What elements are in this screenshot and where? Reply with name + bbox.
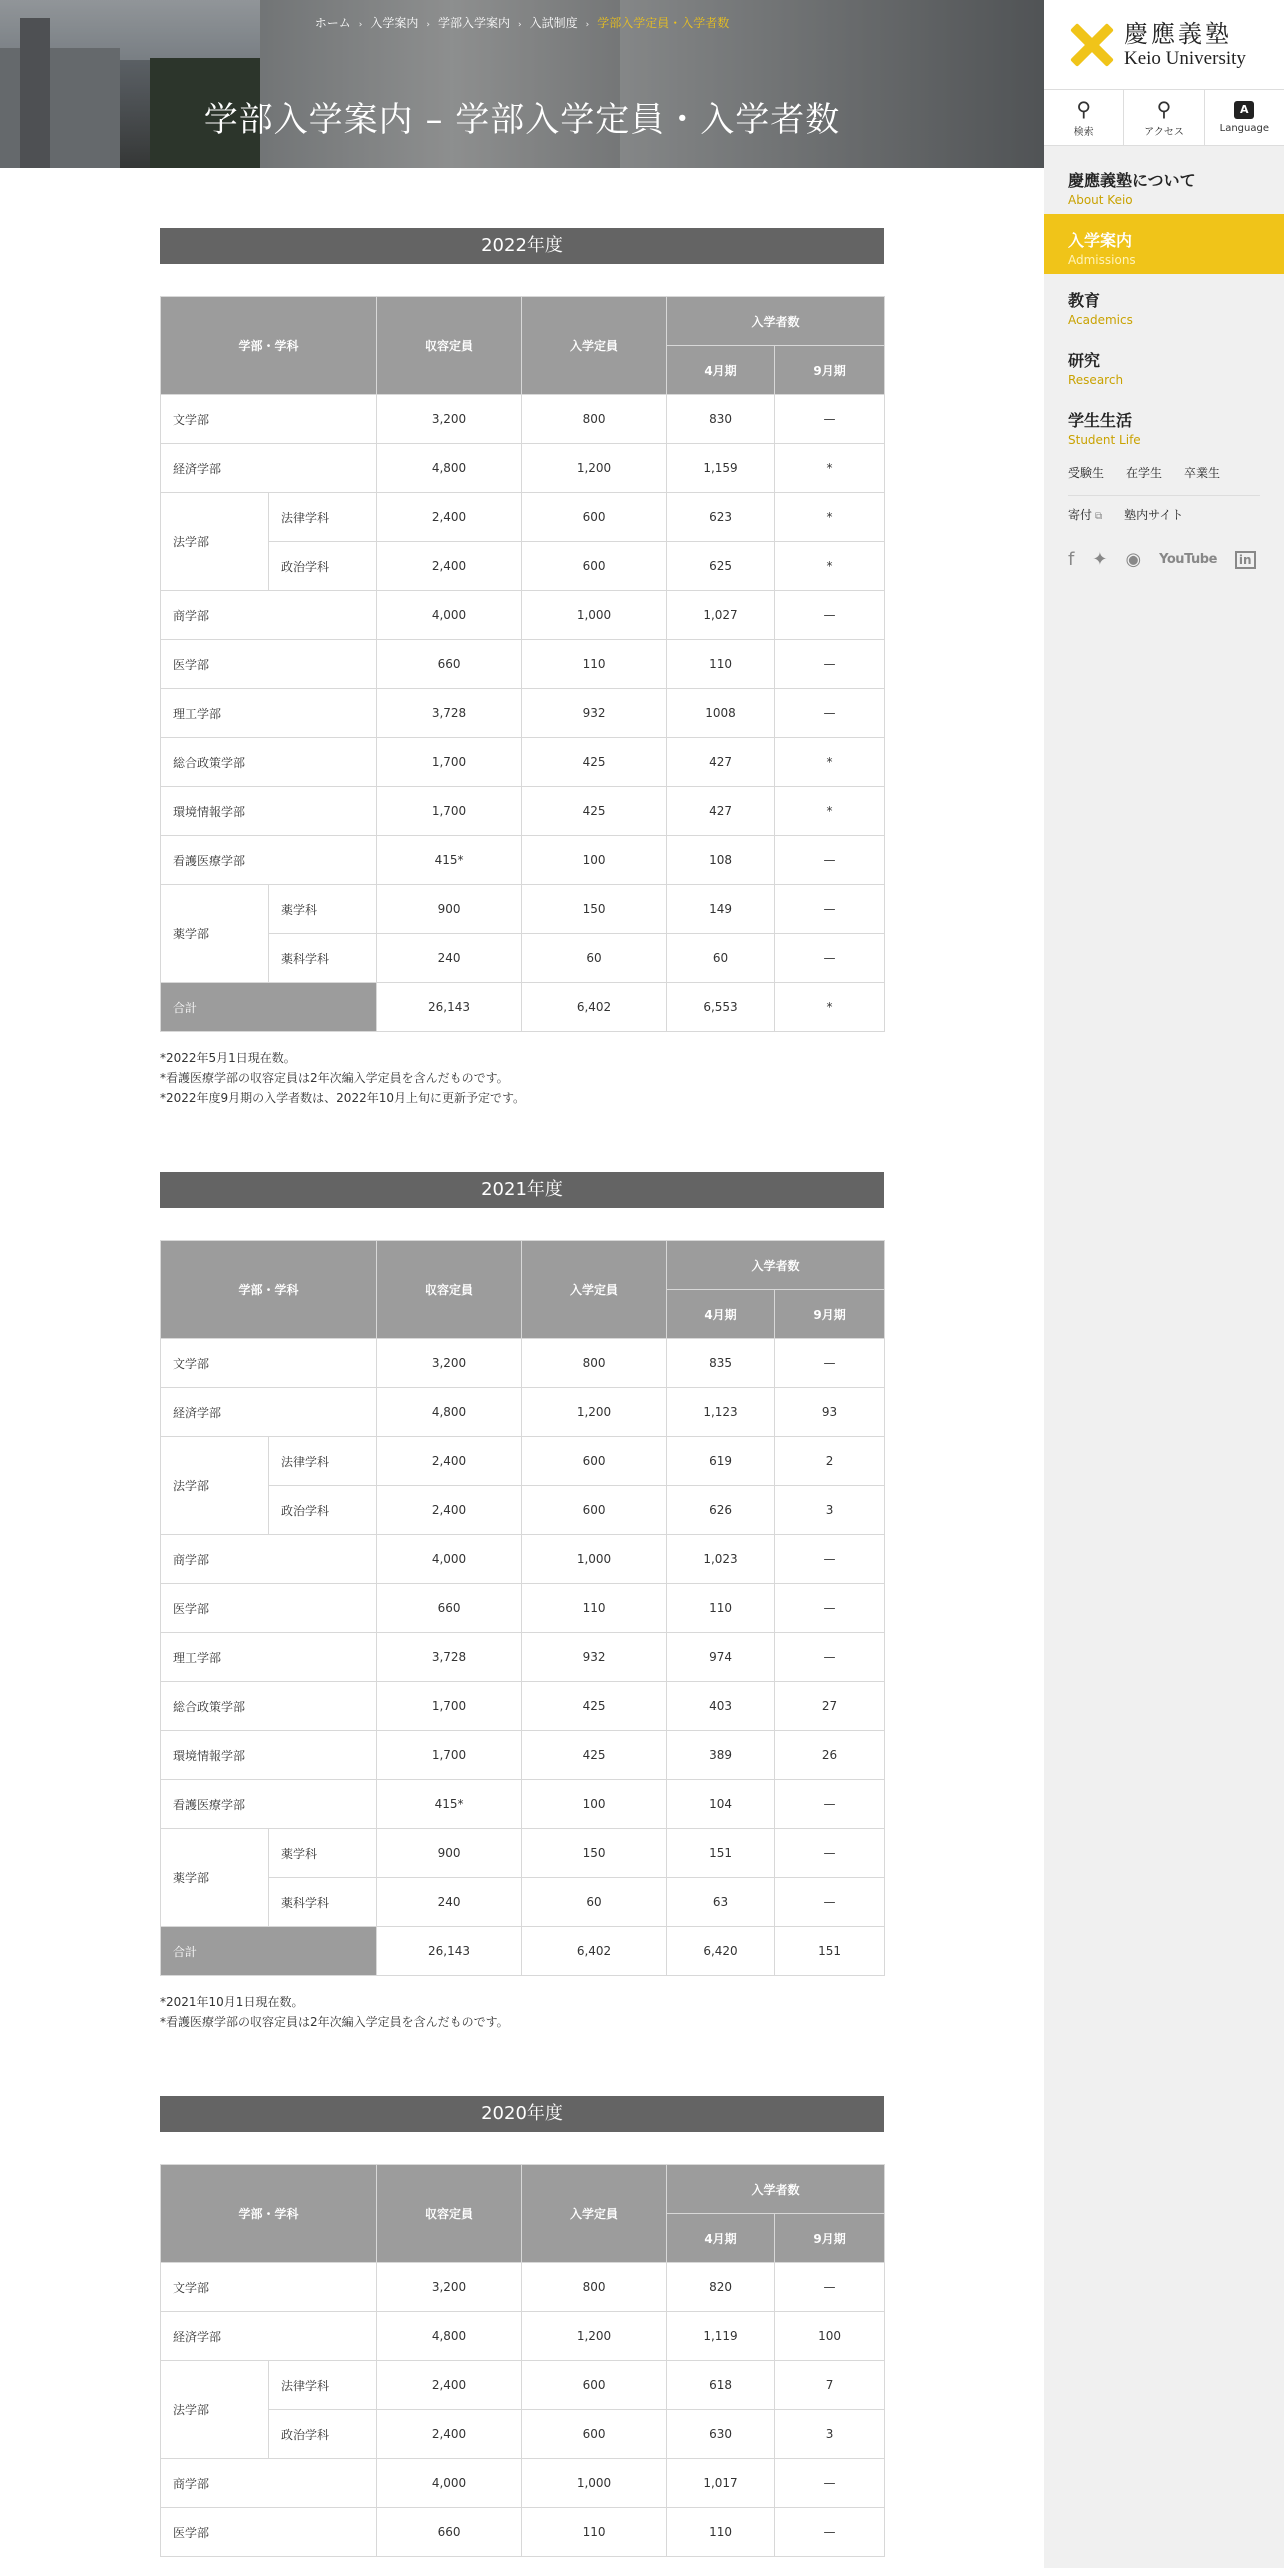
quota-cell: 110 bbox=[522, 640, 667, 689]
faculty-cell: 経済学部 bbox=[161, 1388, 377, 1437]
facebook-icon[interactable]: f bbox=[1068, 549, 1075, 570]
header-sept: 9月期 bbox=[775, 2214, 885, 2263]
faculty-cell: 看護医療学部 bbox=[161, 1780, 377, 1829]
april-cell: 110 bbox=[667, 640, 775, 689]
sept-cell: — bbox=[775, 395, 885, 444]
april-cell: 625 bbox=[667, 542, 775, 591]
breadcrumb bbox=[0, 14, 1044, 31]
faculty-cell: 薬学部 bbox=[161, 1829, 269, 1927]
header-faculty: 学部・学科 bbox=[161, 297, 377, 395]
quota-cell: 932 bbox=[522, 1633, 667, 1682]
note-line: *看護医療学部の収容定員は2年次編入学定員を含んだものです。 bbox=[160, 2015, 509, 2029]
capacity-cell: 1,700 bbox=[377, 1682, 522, 1731]
sept-cell: — bbox=[775, 885, 885, 934]
table-row bbox=[161, 787, 885, 836]
faculty-cell: 理工学部 bbox=[161, 1633, 377, 1682]
quota-cell: 600 bbox=[522, 1486, 667, 1535]
quota-cell: 800 bbox=[522, 2263, 667, 2312]
faculty-cell: 医学部 bbox=[161, 1584, 377, 1633]
sept-cell: * bbox=[775, 738, 885, 787]
sept-cell: — bbox=[775, 836, 885, 885]
capacity-cell: 2,400 bbox=[377, 1486, 522, 1535]
table-row bbox=[161, 2508, 885, 2557]
sept-cell: — bbox=[775, 1829, 885, 1878]
quota-cell: 1,000 bbox=[522, 2459, 667, 2508]
faculty-cell: 環境情報学部 bbox=[161, 787, 377, 836]
sept-cell: — bbox=[775, 934, 885, 983]
faculty-cell: 医学部 bbox=[161, 2508, 377, 2557]
capacity-cell: 4,000 bbox=[377, 591, 522, 640]
capacity-cell: 3,200 bbox=[377, 395, 522, 444]
admissions-table bbox=[160, 2164, 885, 2557]
quota-cell: 1,200 bbox=[522, 2312, 667, 2361]
capacity-cell: 240 bbox=[377, 934, 522, 983]
language-icon: A bbox=[1234, 101, 1254, 119]
department-cell: 法律学科 bbox=[269, 2361, 377, 2410]
quota-cell: 425 bbox=[522, 1682, 667, 1731]
capacity-cell: 415* bbox=[377, 836, 522, 885]
map-pin-icon: ⚲ bbox=[1156, 97, 1172, 121]
april-cell: 1008 bbox=[667, 689, 775, 738]
search-label: 検索 bbox=[1073, 127, 1094, 138]
department-cell: 法律学科 bbox=[269, 493, 377, 542]
sept-cell: — bbox=[775, 2508, 885, 2557]
table-row bbox=[161, 444, 885, 493]
capacity-cell: 2,400 bbox=[377, 542, 522, 591]
note-line: *2022年5月1日現在数。 bbox=[160, 1051, 296, 1065]
capacity-cell: 2,400 bbox=[377, 2361, 522, 2410]
language-button[interactable] bbox=[1205, 90, 1284, 145]
breadcrumb-current: 学部入学定員・入学者数 bbox=[597, 16, 730, 30]
capacity-cell: 1,700 bbox=[377, 738, 522, 787]
nav-label-jp: 研究 bbox=[1068, 351, 1101, 370]
linkedin-icon[interactable]: in bbox=[1235, 551, 1256, 569]
faculty-cell: 文学部 bbox=[161, 2263, 377, 2312]
quota-cell: 1,000 bbox=[522, 1535, 667, 1584]
header-sept: 9月期 bbox=[775, 346, 885, 395]
access-label: アクセス bbox=[1144, 127, 1184, 138]
instagram-icon[interactable]: ◉ bbox=[1125, 549, 1142, 570]
faculty-cell: 文学部 bbox=[161, 395, 377, 444]
quota-cell: 110 bbox=[522, 1584, 667, 1633]
capacity-cell: 240 bbox=[377, 1878, 522, 1927]
faculty-cell: 法学部 bbox=[161, 2361, 269, 2459]
link-current[interactable]: 在学生 bbox=[1126, 466, 1163, 480]
main-nav bbox=[1044, 154, 1284, 454]
april-cell: 1,119 bbox=[667, 2312, 775, 2361]
quota-cell: 425 bbox=[522, 738, 667, 787]
breadcrumb-separator-icon: › bbox=[358, 20, 363, 30]
sept-cell: — bbox=[775, 689, 885, 738]
capacity-cell: 4,800 bbox=[377, 2312, 522, 2361]
header-quota: 入学定員 bbox=[522, 2165, 667, 2263]
table-header-row bbox=[161, 297, 885, 346]
table-row bbox=[161, 640, 885, 689]
faculty-cell: 総合政策学部 bbox=[161, 738, 377, 787]
sept-cell: — bbox=[775, 2263, 885, 2312]
nav-item-about[interactable] bbox=[1044, 154, 1284, 214]
capacity-cell: 4,800 bbox=[377, 444, 522, 493]
table-header-row bbox=[161, 2165, 885, 2214]
sept-cell: — bbox=[775, 2459, 885, 2508]
table-row bbox=[161, 1535, 885, 1584]
header-faculty: 学部・学科 bbox=[161, 2165, 377, 2263]
april-cell: 427 bbox=[667, 738, 775, 787]
april-cell: 1,017 bbox=[667, 2459, 775, 2508]
header-capacity: 収容定員 bbox=[377, 297, 522, 395]
april-cell: 623 bbox=[667, 493, 775, 542]
faculty-cell: 法学部 bbox=[161, 1437, 269, 1535]
capacity-cell: 4,800 bbox=[377, 1388, 522, 1437]
year-section bbox=[160, 1172, 884, 2032]
audience-links bbox=[1044, 454, 1284, 481]
table-row bbox=[161, 2410, 885, 2459]
logo-text-en: Keio University bbox=[1124, 47, 1246, 69]
capacity-cell: 2,400 bbox=[377, 493, 522, 542]
april-cell: 403 bbox=[667, 1682, 775, 1731]
april-cell: 6,420 bbox=[667, 1927, 775, 1976]
breadcrumb-separator-icon: › bbox=[426, 20, 430, 30]
social-links bbox=[1044, 523, 1284, 570]
table-row bbox=[161, 493, 885, 542]
table-row bbox=[161, 591, 885, 640]
total-row bbox=[161, 1927, 885, 1976]
header-april: 4月期 bbox=[667, 346, 775, 395]
total-label: 合計 bbox=[161, 1927, 377, 1976]
april-cell: 149 bbox=[667, 885, 775, 934]
capacity-cell: 415* bbox=[377, 1780, 522, 1829]
nav-label-en: Research bbox=[1068, 373, 1124, 387]
header-enrolled: 入学者数 bbox=[667, 297, 885, 346]
note-line: *2022年度9月期の入学者数は、2022年10月上旬に更新予定です。 bbox=[160, 1091, 526, 1105]
total-label: 合計 bbox=[161, 983, 377, 1032]
sept-cell: * bbox=[775, 983, 885, 1032]
nav-item-student-life[interactable] bbox=[1044, 394, 1284, 454]
april-cell: 1,159 bbox=[667, 444, 775, 493]
april-cell: 110 bbox=[667, 1584, 775, 1633]
table-row bbox=[161, 542, 885, 591]
quota-cell: 1,200 bbox=[522, 1388, 667, 1437]
quota-cell: 800 bbox=[522, 1339, 667, 1388]
april-cell: 427 bbox=[667, 787, 775, 836]
sept-cell: * bbox=[775, 444, 885, 493]
table-row bbox=[161, 1731, 885, 1780]
faculty-cell: 総合政策学部 bbox=[161, 1682, 377, 1731]
table-row bbox=[161, 395, 885, 444]
april-cell: 389 bbox=[667, 1731, 775, 1780]
note-line: *2021年10月1日現在数。 bbox=[160, 1995, 304, 2009]
table-row bbox=[161, 1633, 885, 1682]
table-row bbox=[161, 1682, 885, 1731]
faculty-cell: 医学部 bbox=[161, 640, 377, 689]
april-cell: 835 bbox=[667, 1339, 775, 1388]
header-april: 4月期 bbox=[667, 1290, 775, 1339]
sept-cell: — bbox=[775, 1633, 885, 1682]
sept-cell: 3 bbox=[775, 1486, 885, 1535]
breadcrumb-link[interactable]: 学部入学案内 bbox=[437, 16, 510, 30]
department-cell: 法律学科 bbox=[269, 1437, 377, 1486]
year-heading: 2022年度 bbox=[160, 228, 884, 264]
pen-logo-icon bbox=[1068, 23, 1112, 67]
twitter-icon[interactable]: ✦ bbox=[1092, 549, 1108, 570]
april-cell: 110 bbox=[667, 2508, 775, 2557]
department-cell: 政治学科 bbox=[269, 1486, 377, 1535]
table-row bbox=[161, 2459, 885, 2508]
table-row bbox=[161, 885, 885, 934]
april-cell: 151 bbox=[667, 1829, 775, 1878]
quota-cell: 425 bbox=[522, 787, 667, 836]
sept-cell: 26 bbox=[775, 1731, 885, 1780]
sept-cell: 100 bbox=[775, 2312, 885, 2361]
capacity-cell: 3,200 bbox=[377, 2263, 522, 2312]
header-sept: 9月期 bbox=[775, 1290, 885, 1339]
faculty-cell: 環境情報学部 bbox=[161, 1731, 377, 1780]
header-enrolled: 入学者数 bbox=[667, 2165, 885, 2214]
nav-item-admissions[interactable] bbox=[1044, 214, 1284, 274]
capacity-cell: 660 bbox=[377, 640, 522, 689]
nav-label-en: About Keio bbox=[1068, 193, 1133, 207]
quota-cell: 932 bbox=[522, 689, 667, 738]
capacity-cell: 2,400 bbox=[377, 2410, 522, 2459]
quota-cell: 600 bbox=[522, 493, 667, 542]
external-link-icon: ⧉ bbox=[1095, 511, 1103, 522]
table-notes bbox=[160, 1992, 884, 2032]
table-row bbox=[161, 1437, 885, 1486]
breadcrumb-link[interactable]: 入学案内 bbox=[370, 16, 419, 30]
sept-cell: — bbox=[775, 1339, 885, 1388]
nav-label-en: Admissions bbox=[1068, 253, 1136, 267]
faculty-cell: 商学部 bbox=[161, 2459, 377, 2508]
quota-cell: 150 bbox=[522, 1829, 667, 1878]
nav-item-academics[interactable] bbox=[1044, 274, 1284, 334]
table-row bbox=[161, 1388, 885, 1437]
quota-cell: 6,402 bbox=[522, 983, 667, 1032]
breadcrumb-separator-icon: › bbox=[585, 20, 590, 30]
total-row bbox=[161, 983, 885, 1032]
department-cell: 薬学科 bbox=[269, 885, 377, 934]
faculty-cell: 商学部 bbox=[161, 1535, 377, 1584]
april-cell: 6,553 bbox=[667, 983, 775, 1032]
quota-cell: 425 bbox=[522, 1731, 667, 1780]
sept-cell: 2 bbox=[775, 1437, 885, 1486]
capacity-cell: 900 bbox=[377, 1829, 522, 1878]
faculty-cell: 理工学部 bbox=[161, 689, 377, 738]
sept-cell: 151 bbox=[775, 1927, 885, 1976]
sept-cell: * bbox=[775, 493, 885, 542]
faculty-cell: 経済学部 bbox=[161, 2312, 377, 2361]
quota-cell: 600 bbox=[522, 2410, 667, 2459]
table-row bbox=[161, 836, 885, 885]
faculty-cell: 商学部 bbox=[161, 591, 377, 640]
quota-cell: 600 bbox=[522, 2361, 667, 2410]
department-cell: 薬科学科 bbox=[269, 934, 377, 983]
header-faculty: 学部・学科 bbox=[161, 1241, 377, 1339]
header-quota: 入学定員 bbox=[522, 297, 667, 395]
sept-cell: — bbox=[775, 591, 885, 640]
april-cell: 63 bbox=[667, 1878, 775, 1927]
quota-cell: 60 bbox=[522, 934, 667, 983]
capacity-cell: 1,700 bbox=[377, 1731, 522, 1780]
faculty-cell: 経済学部 bbox=[161, 444, 377, 493]
breadcrumb-link[interactable]: ホーム bbox=[314, 16, 351, 30]
year-heading: 2021年度 bbox=[160, 1172, 884, 1208]
quota-cell: 150 bbox=[522, 885, 667, 934]
quota-cell: 600 bbox=[522, 1437, 667, 1486]
quota-cell: 1,200 bbox=[522, 444, 667, 493]
department-cell: 薬科学科 bbox=[269, 1878, 377, 1927]
sept-cell: — bbox=[775, 1535, 885, 1584]
quota-cell: 1,000 bbox=[522, 591, 667, 640]
department-cell: 政治学科 bbox=[269, 2410, 377, 2459]
table-row bbox=[161, 1829, 885, 1878]
note-line: *看護医療学部の収容定員は2年次編入学定員を含んだものです。 bbox=[160, 1071, 509, 1085]
faculty-cell: 薬学部 bbox=[161, 885, 269, 983]
year-section bbox=[160, 2096, 884, 2557]
header-capacity: 収容定員 bbox=[377, 1241, 522, 1339]
april-cell: 974 bbox=[667, 1633, 775, 1682]
april-cell: 830 bbox=[667, 395, 775, 444]
quota-cell: 110 bbox=[522, 2508, 667, 2557]
header-quota: 入学定員 bbox=[522, 1241, 667, 1339]
nav-label-jp: 入学案内 bbox=[1068, 231, 1133, 250]
april-cell: 1,123 bbox=[667, 1388, 775, 1437]
link-alumni[interactable]: 卒業生 bbox=[1184, 466, 1221, 480]
sept-cell: 27 bbox=[775, 1682, 885, 1731]
quota-cell: 800 bbox=[522, 395, 667, 444]
nav-label-en: Academics bbox=[1068, 313, 1133, 327]
sept-cell: 93 bbox=[775, 1388, 885, 1437]
access-button[interactable] bbox=[1124, 90, 1204, 145]
april-cell: 60 bbox=[667, 934, 775, 983]
capacity-cell: 900 bbox=[377, 885, 522, 934]
year-section bbox=[160, 228, 884, 1108]
april-cell: 1,027 bbox=[667, 591, 775, 640]
table-row bbox=[161, 2263, 885, 2312]
link-donate-label: 寄付 bbox=[1068, 508, 1093, 522]
nav-label-jp: 教育 bbox=[1068, 291, 1101, 310]
logo[interactable] bbox=[1044, 0, 1284, 90]
header-enrolled: 入学者数 bbox=[667, 1241, 885, 1290]
quota-cell: 100 bbox=[522, 836, 667, 885]
department-cell: 薬学科 bbox=[269, 1829, 377, 1878]
capacity-cell: 26,143 bbox=[377, 983, 522, 1032]
april-cell: 618 bbox=[667, 2361, 775, 2410]
nav-label-jp: 慶應義塾について bbox=[1068, 171, 1196, 190]
capacity-cell: 3,728 bbox=[377, 689, 522, 738]
sept-cell: — bbox=[775, 1584, 885, 1633]
april-cell: 108 bbox=[667, 836, 775, 885]
capacity-cell: 4,000 bbox=[377, 2459, 522, 2508]
tool-bar bbox=[1044, 90, 1284, 146]
youtube-icon[interactable]: YouTube bbox=[1159, 552, 1217, 567]
sept-cell: * bbox=[775, 787, 885, 836]
april-cell: 626 bbox=[667, 1486, 775, 1535]
quota-cell: 6,402 bbox=[522, 1927, 667, 1976]
table-row bbox=[161, 1878, 885, 1927]
link-prospective[interactable]: 受験生 bbox=[1068, 466, 1105, 480]
sept-cell: * bbox=[775, 542, 885, 591]
admissions-table bbox=[160, 296, 885, 1032]
search-icon: ⚲ bbox=[1076, 97, 1091, 121]
table-row bbox=[161, 934, 885, 983]
table-row bbox=[161, 1584, 885, 1633]
table-notes bbox=[160, 1048, 884, 1108]
year-heading: 2020年度 bbox=[160, 2096, 884, 2132]
april-cell: 630 bbox=[667, 2410, 775, 2459]
sept-cell: — bbox=[775, 1878, 885, 1927]
sidebar bbox=[1044, 0, 1284, 2568]
table-row bbox=[161, 1339, 885, 1388]
april-cell: 619 bbox=[667, 1437, 775, 1486]
capacity-cell: 1,700 bbox=[377, 787, 522, 836]
link-donate[interactable] bbox=[1068, 506, 1102, 523]
table-row bbox=[161, 1780, 885, 1829]
april-cell: 1,023 bbox=[667, 1535, 775, 1584]
language-label: Language bbox=[1219, 123, 1269, 134]
logo-text-jp: 慶應義塾 bbox=[1124, 19, 1232, 48]
header-capacity: 収容定員 bbox=[377, 2165, 522, 2263]
breadcrumb-link[interactable]: 入試制度 bbox=[529, 16, 578, 30]
page-title: 学部入学案内 – 学部入学定員・入学者数 bbox=[203, 100, 841, 140]
sept-cell: — bbox=[775, 640, 885, 689]
sept-cell: 3 bbox=[775, 2410, 885, 2459]
sept-cell: 7 bbox=[775, 2361, 885, 2410]
admissions-table bbox=[160, 1240, 885, 1976]
faculty-cell: 文学部 bbox=[161, 1339, 377, 1388]
capacity-cell: 660 bbox=[377, 1584, 522, 1633]
capacity-cell: 26,143 bbox=[377, 1927, 522, 1976]
nav-item-research[interactable] bbox=[1044, 334, 1284, 394]
april-cell: 820 bbox=[667, 2263, 775, 2312]
table-row bbox=[161, 2361, 885, 2410]
nav-label-jp: 学生生活 bbox=[1068, 411, 1133, 430]
capacity-cell: 660 bbox=[377, 2508, 522, 2557]
link-internal[interactable]: 塾内サイト bbox=[1124, 508, 1184, 522]
main-content bbox=[160, 228, 884, 2568]
table-row bbox=[161, 2312, 885, 2361]
quota-cell: 100 bbox=[522, 1780, 667, 1829]
capacity-cell: 3,728 bbox=[377, 1633, 522, 1682]
extra-links bbox=[1068, 495, 1260, 523]
april-cell: 104 bbox=[667, 1780, 775, 1829]
table-row bbox=[161, 1486, 885, 1535]
quota-cell: 600 bbox=[522, 542, 667, 591]
capacity-cell: 4,000 bbox=[377, 1535, 522, 1584]
department-cell: 政治学科 bbox=[269, 542, 377, 591]
table-row bbox=[161, 689, 885, 738]
nav-label-en: Student Life bbox=[1068, 433, 1141, 447]
capacity-cell: 2,400 bbox=[377, 1437, 522, 1486]
quota-cell: 60 bbox=[522, 1878, 667, 1927]
capacity-cell: 3,200 bbox=[377, 1339, 522, 1388]
search-button[interactable] bbox=[1044, 90, 1124, 145]
header-april: 4月期 bbox=[667, 2214, 775, 2263]
faculty-cell: 看護医療学部 bbox=[161, 836, 377, 885]
table-row bbox=[161, 738, 885, 787]
sept-cell: — bbox=[775, 1780, 885, 1829]
breadcrumb-separator-icon: › bbox=[518, 20, 522, 30]
hero-banner bbox=[0, 0, 1044, 168]
faculty-cell: 法学部 bbox=[161, 493, 269, 591]
table-header-row bbox=[161, 1241, 885, 1290]
